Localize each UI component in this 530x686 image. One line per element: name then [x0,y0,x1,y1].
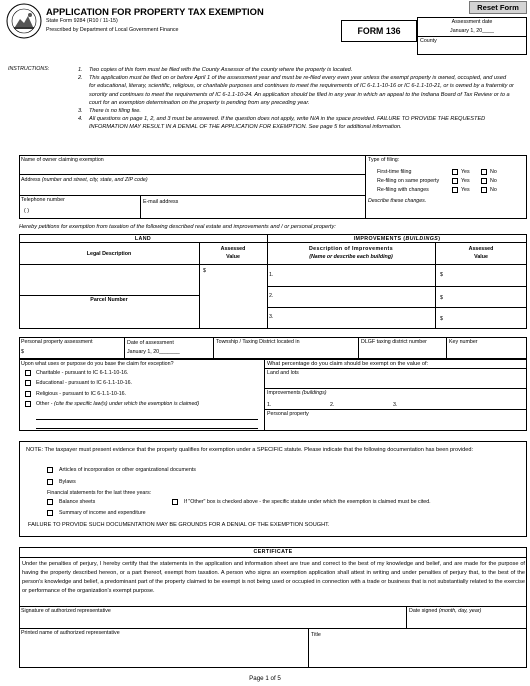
printed-name-label: Printed name of authorized representative [21,630,120,636]
describe-changes-label: Describe these changes. [368,198,427,204]
telephone-field[interactable]: ( ) [24,208,29,214]
owner-name-label: Name of owner claiming exemption [21,157,104,163]
filing-same-property-no-checkbox[interactable] [481,178,487,184]
date-signed-label: Date signed (month, day, year) [409,608,482,614]
filing-same-property-label: Re-filing on same property [377,178,440,184]
instruction-item: 2. This application must be filed on or before April 1 of the assessment year and must be re-filed every even year unless the exempt property is owned, occupied, and used for educational, literary, scientific, religious, or charitable purposes and continues to meet the requirements of IC 6-1.1-10-16 or IC 6-1.1-10-21, or is owned by a fraternity or sorority and continues to meet the requirements of IC 6-1.1-10-24. An application should be filed in any year in which an appeal to the Indiana Board of Tax Review or to a court for an exemption determination on the property is pending from any preceding year. [78,75,514,106]
religious-label: Religious - pursuant to IC 6-1.1-10-16. [36,391,127,397]
date-of-assessment-value[interactable]: January 1, 20_______ [127,349,180,355]
date-signed-field[interactable] [409,616,524,626]
land-assessed-header: Assessed [220,246,246,252]
signature-label: Signature of authorized representative [21,608,111,614]
purpose-question: Upon what uses or purpose do you base the claim for exception? [21,361,174,367]
instructions-label: INSTRUCTIONS: [8,66,50,72]
filing-with-changes-label: Re-filing with changes [377,187,429,193]
filing-first-time-label: First-time filing [377,169,412,175]
county-field[interactable] [420,45,524,53]
summary-income-checkbox[interactable] [47,510,53,516]
yes-label: Yes [461,169,470,175]
land-legal-description-header: Legal Description [86,251,132,257]
township-label: Township / Taxing District located in [216,339,300,345]
note-text: NOTE: The taxpayer must present evidence that the property qualifies for exemption under a SPECIFIC statute. Please indicate that the following documentation has been provided: [26,447,474,453]
improvements-header: IMPROVEMENTS (BUILDINGS) [353,236,441,242]
other-statute-checkbox[interactable] [172,499,178,505]
land-dollar-sign: $ [203,268,206,274]
personal-assessment-label: Personal property assessment [21,339,93,345]
educational-checkbox[interactable] [25,380,31,386]
improvement-row-2-number: 2. [269,293,274,299]
balance-sheets-checkbox[interactable] [47,499,53,505]
charitable-checkbox[interactable] [25,370,31,376]
instruction-item: 4. All questions on page 1, 2, and 3 must be answered. If the question does not apply, write N/A in the space provided. FAILURE TO PROVIDE THE REQUESTED INFORMATION MAY RESULT IN A DENIAL OF THE APPLICATION FOR EXEMPTION. See page 5 for additional information. [78,116,486,131]
articles-label: Articles of incorporation or other organizational documents [59,467,196,473]
assessment-date-label: Assessment date [451,19,493,25]
title-label: Title [311,632,321,638]
filing-same-property-yes-checkbox[interactable] [452,178,458,184]
parcel-number-header: Parcel Number [90,297,128,303]
land-legal-description-field[interactable] [21,266,197,293]
improvements-assessed-header: Assessed [468,246,494,252]
improvement-row-2-description[interactable] [279,289,431,304]
percent-improvement-2[interactable]: 2. [330,402,335,408]
other-checkbox[interactable] [25,401,31,407]
summary-income-label: Summary of income and expenditure [59,510,146,516]
bylaws-checkbox[interactable] [47,479,53,485]
certificate-title: CERTIFICATE [253,549,293,555]
state-form-number: State Form 9284 (R10 / 11-15) [46,18,118,24]
percent-personal-property-label: Personal property [267,411,309,417]
percent-improvement-3[interactable]: 3. [393,402,398,408]
certificate-text: Under the penalties of perjury, I hereby certify that the statements in the application and information sheet are true and correct to the best of my knowledge and belief, and are made for the purpose of having the property described hereon, or a part thereof, exempt from taxation. A person who signs an exemption application shall attest in writing and under penalties of perjury that, to the best of the person's knowledge and belief, a predominant part of the property claimed to be exempt is not being used or occupied in connection with a trade or business that is not substantially related to the exercise or performance of the organization's exempt purpose. [22,561,525,594]
bylaws-label: Bylaws [59,479,76,485]
improvements-value-header: Value [474,254,488,260]
improvement-row-1-dollar: $ [440,272,443,278]
email-field[interactable] [143,207,361,216]
form-number: FORM 136 [357,26,401,36]
improvement-row-2-dollar: $ [440,295,443,301]
yes-label: Yes [461,178,470,184]
page-number: Page 1 of 5 [249,675,281,682]
parcel-number-field[interactable] [21,306,197,326]
improvement-row-3-description[interactable] [279,310,431,325]
petition-text: Hereby petitions for exemption from taxation of the following described real estate and improvements and / or personal property: [19,224,336,230]
percent-improvements-label: Improvements (buildings) [267,390,327,396]
owner-address-field[interactable] [21,185,361,194]
no-label: No [490,178,497,184]
charitable-label: Charitable - pursuant to IC 6-1.1-10-16. [36,370,129,376]
instructions-list [78,66,514,132]
instruction-item: 1. Two copies of this form must be filed with the County Assessor of the county where the property is located. [78,67,353,73]
dlgf-district-label: DLGF taxing district number [361,339,427,345]
filing-with-changes-yes-checkbox[interactable] [452,187,458,193]
yes-label: Yes [461,187,470,193]
date-of-assessment-label: Date of assessment [127,340,174,346]
religious-checkbox[interactable] [25,391,31,397]
improvement-row-3-dollar: $ [440,316,443,322]
failure-warning: FAILURE TO PROVIDE SUCH DOCUMENTATION MAY BE GROUNDS FOR A DENIAL OF THE EXEMPTION SOUGHT. [28,522,330,528]
prescribed-by: Prescribed by Department of Local Government Finance [46,27,179,33]
educational-label: Educational - pursuant to IC 6-1.1-10-16. [36,380,132,386]
reset-form-button[interactable]: Reset Form [469,1,527,14]
printed-name-field[interactable] [21,638,304,648]
key-number-label: Key number [449,339,478,345]
state-seal-icon [6,3,42,39]
filing-with-changes-no-checkbox[interactable] [481,187,487,193]
no-label: No [490,169,497,175]
filing-first-time-no-checkbox[interactable] [481,169,487,175]
other-label: Other - (cite the specific law(s) under which the exemption is claimed) [36,401,200,407]
other-statute-note: If "Other" box is checked above - the specific statute under which the exemption is claimed must be cited. [184,499,431,505]
no-label: No [490,187,497,193]
instruction-item: 3. There is no filing fee. [78,108,141,115]
owner-address-label: Address (number and street, city, state, and ZIP code) [21,177,148,183]
improvements-description-subheader: (Name or describe each building) [309,254,393,260]
other-law-field[interactable] [36,410,258,418]
filing-type-title: Type of filing: [368,157,400,163]
personal-assessment-dollar[interactable]: $ [21,349,24,355]
percent-personal-property-field[interactable] [267,419,523,428]
owner-name-field[interactable] [21,164,361,173]
form-title: APPLICATION FOR PROPERTY TAX EXEMPTION [46,6,264,17]
improvement-row-1-number: 1. [269,272,274,278]
financial-statements-label: Financial statements for the last three years: [47,490,152,496]
land-assessed-value-field[interactable] [209,266,265,326]
land-header: LAND [134,236,152,242]
improvements-description-header: Description of Improvements [308,246,394,252]
balance-sheets-label: Balance sheets [59,499,96,505]
land-value-header: Value [226,254,240,260]
telephone-label: Telephone number [21,197,65,203]
improvement-row-1-description[interactable] [279,268,431,283]
percent-land-field[interactable] [267,378,523,387]
assessment-date-value[interactable]: January 1, 20____ [450,28,494,34]
percent-land-label: Land and lots [267,370,299,376]
improvement-row-3-number: 3. [269,314,274,320]
percent-improvement-1[interactable]: 1. [267,402,272,408]
percent-question: What percentage do you claim should be exempt on the value of: [267,361,429,367]
county-label: County [420,38,437,44]
articles-checkbox[interactable] [47,467,53,473]
email-label: E-mail address [143,199,179,205]
title-field[interactable] [311,640,523,650]
filing-first-time-yes-checkbox[interactable] [452,169,458,175]
signature-field[interactable] [21,616,402,626]
